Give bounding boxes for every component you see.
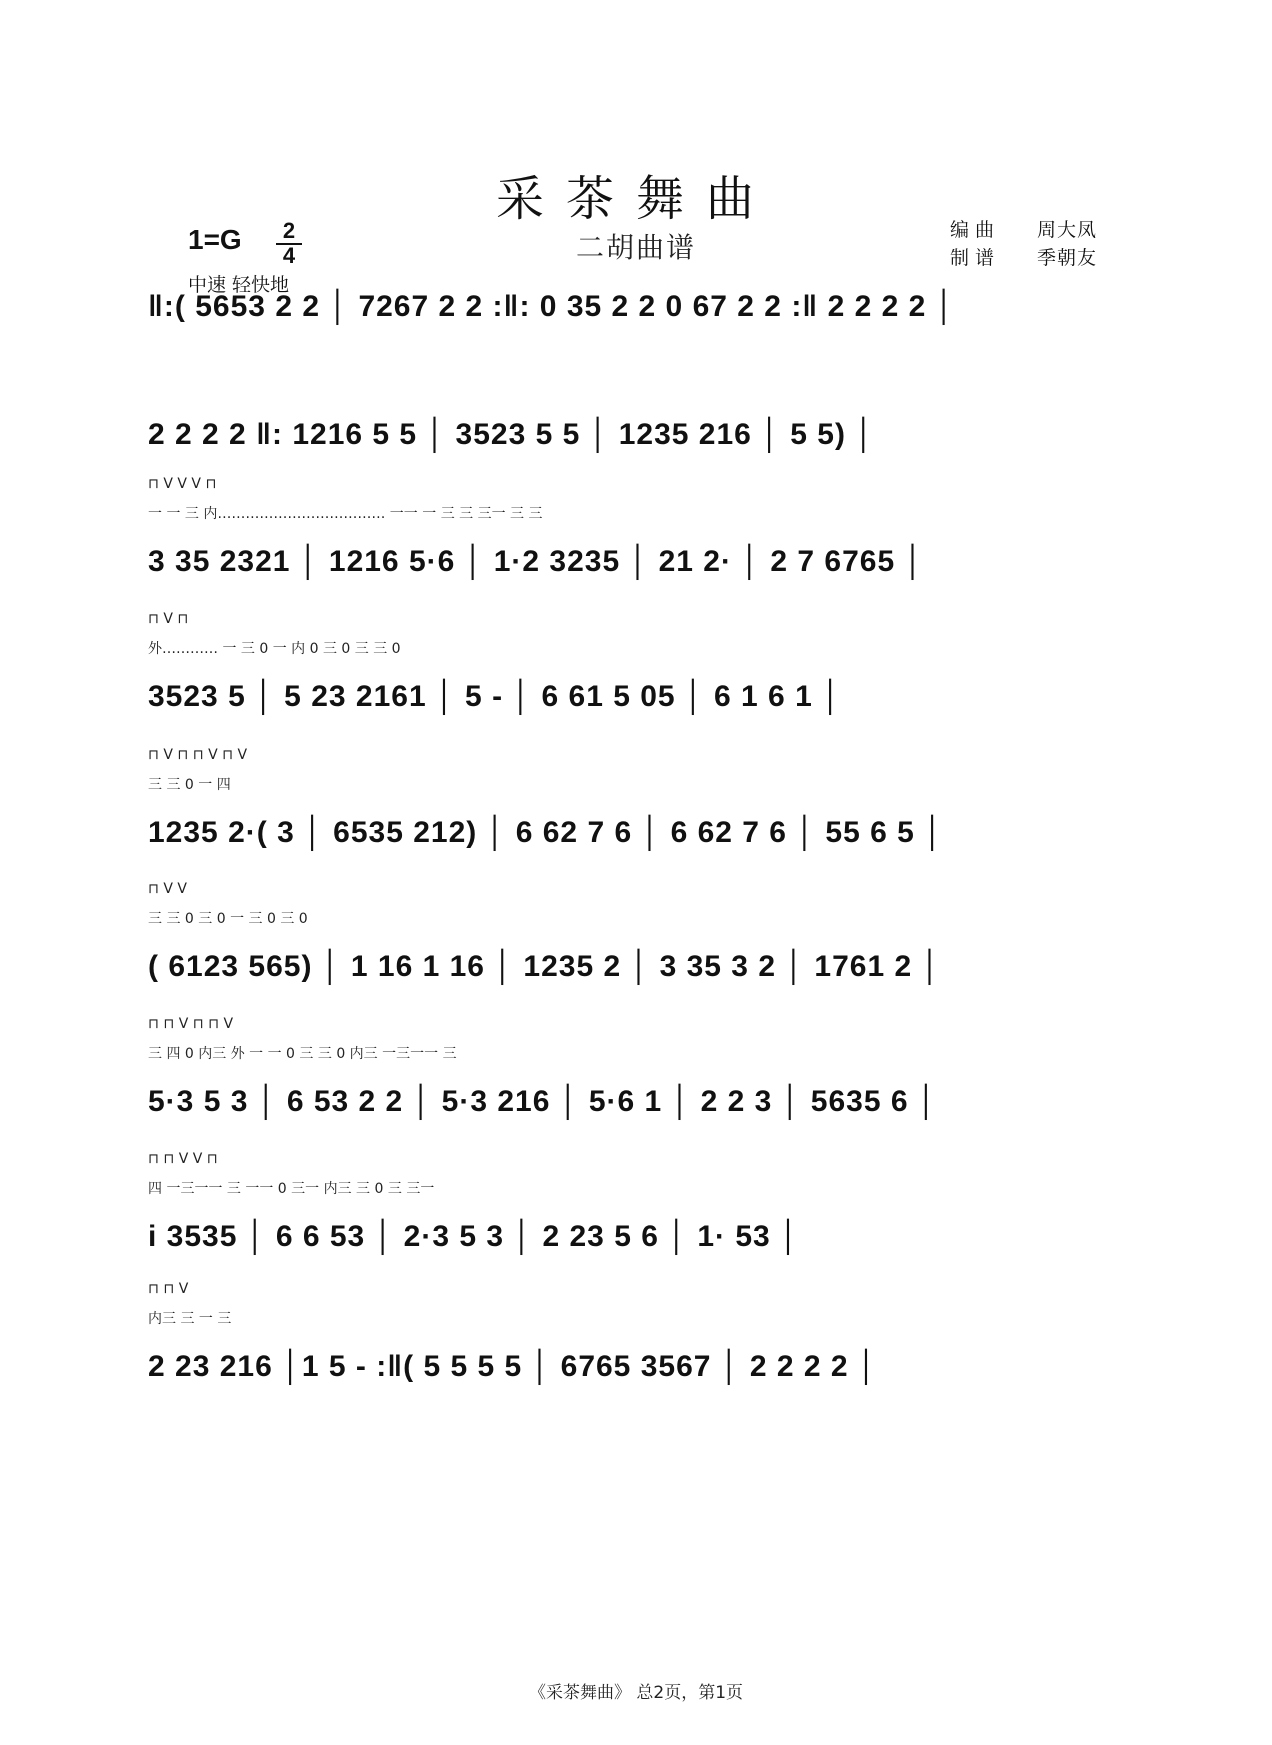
staff-line-8	[148, 1151, 1108, 1270]
bowing-marks: ⊓ V V	[148, 881, 187, 897]
time-signature-denominator: 4	[282, 243, 296, 268]
notation-line: ( 6123 565) │ 1 16 1 16 │ 1235 2 │ 3 35 3 2 │ 1761 2 │	[148, 950, 942, 983]
notation-line: 2 23 216 │1 5 - :‖( 5 5 5 5 │ 6765 3567 │ 2 2 2 2 │	[148, 1350, 878, 1383]
credit-name: 季朝友	[1037, 247, 1098, 269]
bowing-marks: ⊓ V V V ⊓	[148, 476, 217, 492]
fingering-marks: 外………… 一 三 0 一 内 0 三 0 三 三 0	[148, 641, 401, 657]
bowing-marks: ⊓ ⊓ V	[148, 1281, 189, 1297]
bowing-marks	[148, 366, 1108, 388]
notation-line: ‖:( 5653 2 2 │ 7267 2 2 :‖: 0 35 2 2 0 67 2 2 :‖ 2 2 2 2 │	[148, 290, 956, 323]
credit-role: 制谱	[950, 247, 1001, 269]
fingering-marks: 三 四 0 内三 外 一 一 0 三 三 0 内三 一三一一 三	[148, 1046, 457, 1062]
bowing-marks: ⊓ ⊓ V ⊓ ⊓ V	[148, 1016, 234, 1032]
bowing-marks: ⊓ V ⊓ ⊓ V ⊓ V	[148, 747, 248, 763]
staff-line-9	[148, 1281, 1108, 1400]
notation-line: 2 2 2 2 ‖: 1216 5 5 │ 3523 5 5 │ 1235 216 │ 5 5) │	[148, 418, 876, 451]
staff-line-2	[148, 408, 1108, 468]
credit-name: 周大凤	[1037, 219, 1098, 241]
fingering-marks: 四 一三一一 三 一一 0 三一 内三 三 0 三 三一	[148, 1181, 435, 1197]
notation-line: 3523 5 │ 5 23 2161 │ 5 - │ 6 61 5 05 │ 6 1 6 1 │	[148, 680, 842, 713]
bowing-marks	[148, 238, 1108, 260]
credit-role: 编曲	[950, 219, 1001, 241]
fingering-marks: 三 三 0 一 四	[148, 777, 231, 793]
notation-line: 5·3 5 3 │ 6 53 2 2 │ 5·3 216 │ 5·6 1 │ 2 2 3 │ 5635 6 │	[148, 1085, 938, 1118]
tempo-marking: 中速 轻快地	[188, 274, 290, 296]
notation-line: 1235 2·( 3 │ 6535 212) │ 6 62 7 6 │ 6 62 7 6 │ 55 6 5 │	[148, 816, 944, 849]
bowing-marks: ⊓ V ⊓	[148, 611, 189, 627]
staff-line-5	[148, 747, 1108, 866]
bowing-marks: ⊓ ⊓ V V ⊓	[148, 1151, 218, 1167]
page-footer: 《采茶舞曲》 总2页，第1页	[528, 1683, 744, 1703]
staff-line-4	[148, 611, 1108, 730]
fingering-marks: 内三 三 一 三	[148, 1311, 232, 1327]
staff-line-3	[148, 476, 1108, 595]
key-signature: 1=G	[188, 224, 242, 255]
page-subtitle: 二胡曲谱	[575, 231, 696, 264]
staff-line-1	[148, 280, 1108, 340]
staff-line-6	[148, 881, 1108, 1000]
page-title: 采茶舞曲	[495, 171, 776, 227]
staff-line-7	[148, 1016, 1108, 1135]
notation-line: i 3535 │ 6 6 53 │ 2·3 5 3 │ 2 23 5 6 │ 1· 53 │	[148, 1220, 800, 1253]
fingering-marks: 一 一 三 内……………………………… 一一 一 三 三 三一 三 三	[148, 506, 543, 522]
notation-line: 3 35 2321 │ 1216 5·6 │ 1·2 3235 │ 21 2· │ 2 7 6765 │	[148, 545, 925, 578]
time-signature-numerator: 2	[276, 220, 302, 245]
fingering-marks: 三 三 0 三 0 一 三 0 三 0	[148, 911, 308, 927]
